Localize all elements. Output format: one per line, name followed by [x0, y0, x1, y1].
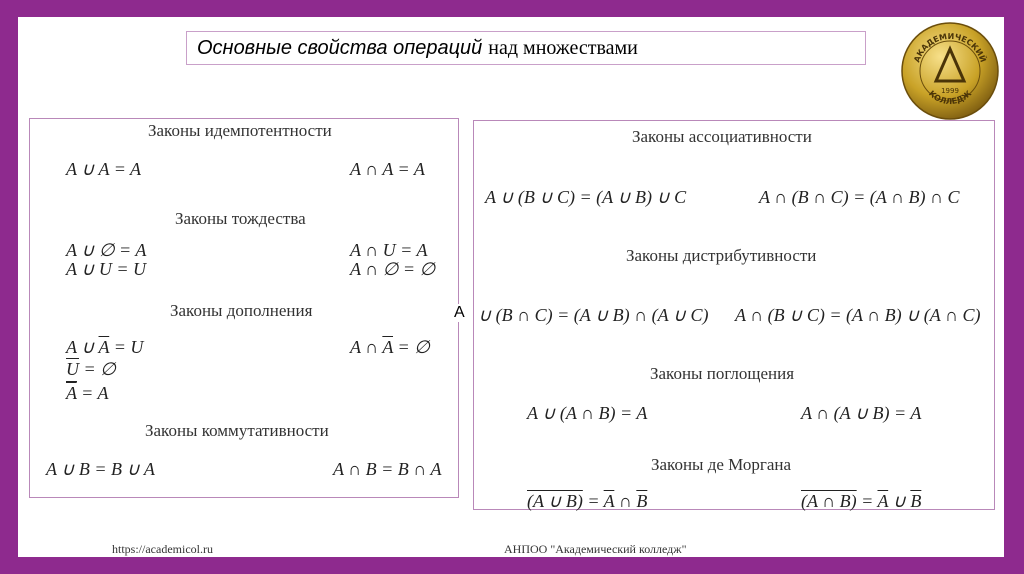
identity-f4: A ∩ ∅ = ∅ [350, 259, 436, 279]
title-normal: над множествами [488, 36, 638, 59]
associativity-union: A ∪ (B ∪ C) = (A ∪ B) ∪ C [485, 187, 687, 207]
college-logo [900, 21, 1000, 121]
absorption-intersection: A ∩ (A ∪ B) = A [801, 403, 922, 423]
demorgan-f2: (A ∩ $B) = \overline{A}$ ∪ $\overline{B}$ [801, 491, 922, 511]
complement-f2: A ∩ $\overline{A}$ = ∅ [350, 337, 430, 357]
distributivity-heading: Законы дистрибутивности [626, 246, 817, 265]
logo-year: 1999 [941, 87, 959, 95]
associativity-heading: Законы ассоциативности [632, 127, 812, 146]
demorgan-f1: (A ∪ $B) = \overline{A}$ ∩ $\overline{B}$ [527, 491, 648, 511]
complement-f1: A ∪ $\overline{A} = U$ [66, 337, 144, 357]
identity-f1: A ∪ ∅ = A [66, 240, 147, 260]
footer-org: АНПОО "Академический колледж" [504, 542, 687, 556]
commutativity-heading: Законы коммутативности [145, 421, 329, 440]
distributivity-union: ∪ (B ∩ C) = (A ∪ B) ∩ (A ∪ C) [478, 305, 709, 325]
absorption-heading: Законы поглощения [650, 364, 795, 383]
complement-heading: Законы дополнения [170, 301, 313, 320]
logo-text-bottom: КОЛЛЕДЖ [926, 88, 974, 107]
associativity-intersection: A ∩ (B ∩ C) = (A ∩ B) ∩ C [759, 187, 960, 207]
identity-f2: A ∪ U = U [66, 259, 146, 279]
idempotence-intersection: A ∩ A = A [350, 159, 425, 179]
footer-url[interactable]: https://academicol.ru [112, 542, 213, 556]
commutativity-union: A ∪ B = B ∪ A [46, 459, 155, 479]
commutativity-intersection: A ∩ B = B ∩ A [333, 459, 442, 479]
logo-text-top: АКАДЕМИЧЕСКИЙ [912, 31, 988, 64]
identity-f3: A ∩ U = A [350, 240, 428, 260]
demorgan-heading: Законы де Моргана [651, 455, 792, 474]
complement-f3: $\overline{U}$ = ∅ [66, 359, 116, 379]
complement-f4: $\overline{A} = A$ [66, 383, 109, 403]
slide-title [186, 31, 866, 65]
right-panel [473, 120, 995, 510]
left-panel [29, 118, 459, 498]
distributivity-intersection: A ∩ (B ∪ C) = (A ∩ B) ∪ (A ∩ C) [735, 305, 981, 325]
title-italic: Основные свойства операций [197, 36, 483, 59]
slide [18, 17, 1004, 557]
idempotence-union: A ∪ A = A [66, 159, 142, 179]
distributivity-a-label: A [454, 304, 465, 321]
absorption-union: A ∪ (A ∩ B) = A [527, 403, 648, 423]
idempotence-heading: Законы идемпотентности [148, 121, 332, 140]
identity-heading: Законы тождества [175, 209, 306, 228]
